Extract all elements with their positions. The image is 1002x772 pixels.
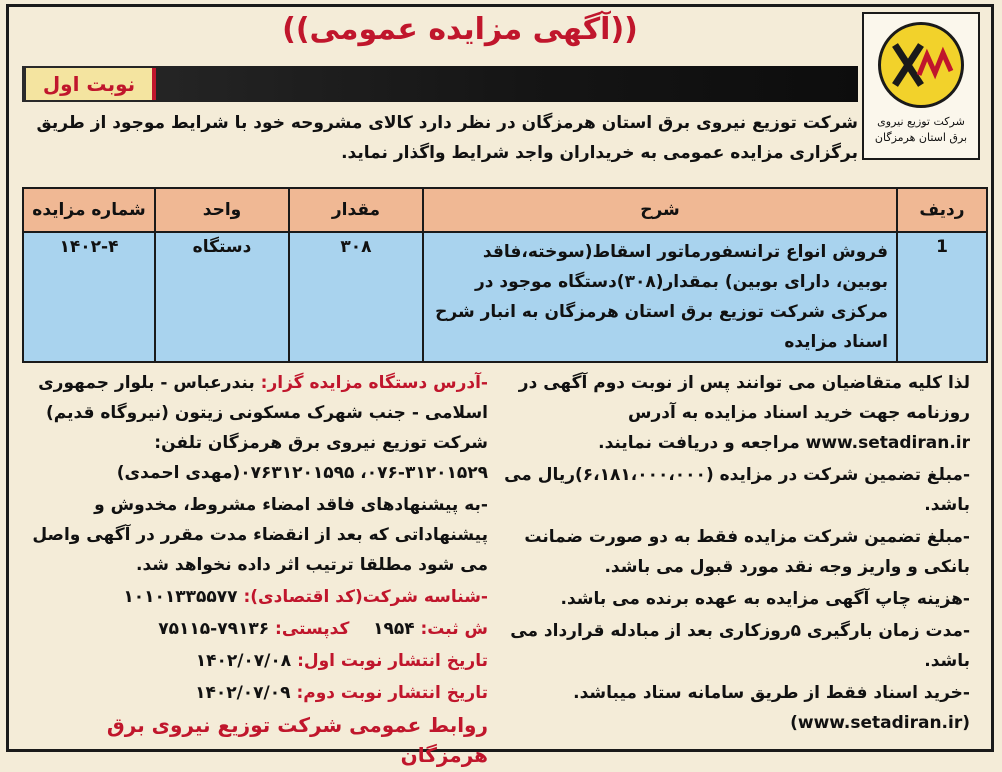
first-publication-date: ۱۴۰۲/۰۷/۰۸ bbox=[195, 651, 292, 671]
economic-code-value: ۱۰۱۰۱۳۳۵۵۷۷ bbox=[123, 587, 238, 607]
header-quantity: مقدار bbox=[289, 188, 423, 232]
address-block bbox=[22, 368, 488, 488]
postal-code-value: ۷۹۱۳۶-۷۵۱۱۵ bbox=[158, 619, 270, 639]
logo-caption-line2: برق استان هرمزگان bbox=[874, 131, 968, 144]
lots-table bbox=[22, 187, 988, 363]
company-logo bbox=[862, 12, 980, 160]
registration-value: ۱۹۵۴ bbox=[373, 619, 415, 639]
header-auction-number: شماره مزایده bbox=[23, 188, 155, 232]
intro-text: شرکت توزیع نیروی برق استان هرمزگان در نظر دارد کالای مشروحه خود با شرایط موجود از طریق برگزاری مزایده عمومی به خریداران واجد شرایط واگذار نماید. bbox=[36, 113, 858, 163]
logo-emblem bbox=[878, 22, 964, 108]
second-publication-label: تاریخ انتشار نوبت دوم: bbox=[296, 683, 488, 703]
condition-item: -مبلغ تضمین شرکت مزایده فقط به دو صورت ضمانت بانکی و واریز وجه نقد مورد قبول می باشد. bbox=[524, 527, 970, 577]
page-title: ((آگهی مزایده عمومی)) bbox=[282, 12, 638, 47]
cell-unit: دستگاه bbox=[155, 232, 289, 362]
condition-item: -مبلغ تضمین شرکت در مزایده (۶،۱۸۱،۰۰۰،۰۰۰)ریال می باشد. bbox=[504, 465, 970, 515]
cell-quantity: ۳۰۸ bbox=[289, 232, 423, 362]
address-label: -آدرس دستگاه مزایده گزار: bbox=[260, 373, 488, 393]
header-description: شرح bbox=[423, 188, 897, 232]
logo-caption-line1: شرکت توزیع نیروی bbox=[877, 115, 965, 128]
cell-description: فروش انواع ترانسفورماتور اسقاط(سوخته،فاقد بوبین، دارای بوبین) بمقدار(۳۰۸)دستگاه موجود در مرکزی شرکت توزیع برق استان هرمزگان به انبار شرح اسناد مزایده bbox=[423, 232, 897, 362]
conditions-column bbox=[498, 368, 970, 740]
contact-column bbox=[22, 368, 488, 772]
cell-auction-number: ۱۴۰۲-۴ bbox=[23, 232, 155, 362]
registration-label: ش ثبت: bbox=[420, 619, 488, 639]
table-header-row bbox=[23, 188, 987, 232]
postal-code-label: کدپستی: bbox=[275, 619, 350, 639]
second-publication-line bbox=[22, 678, 488, 708]
table-row bbox=[23, 232, 987, 362]
header-unit: واحد bbox=[155, 188, 289, 232]
cell-row-number: 1 bbox=[897, 232, 987, 362]
header-row-number: ردیف bbox=[897, 188, 987, 232]
first-publication-label: تاریخ انتشار نوبت اول: bbox=[297, 651, 488, 671]
lightning-icon bbox=[881, 25, 961, 105]
first-publication-line bbox=[22, 646, 488, 676]
condition-item: -مدت زمان بارگیری ۵روزکاری بعد از مبادله قرارداد می باشد. bbox=[510, 621, 970, 671]
condition-item: لذا کلیه متقاضیان می توانند پس از نوبت دوم آگهی در روزنامه جهت خرید اسناد مزایده به آدرس www.setadiran.ir مراجعه و دریافت نمایند. bbox=[518, 373, 970, 453]
condition-item: -هزینه چاپ آگهی مزایده به عهده برنده می باشد. bbox=[560, 589, 970, 609]
condition-item: -خرید اسناد فقط از طریق سامانه ستاد میباشد.(www.setadiran.ir) bbox=[573, 683, 970, 733]
proposal-note: -به پیشنهادهای فاقد امضاء مشروط، مخدوش و پیشنهاداتی که بعد از انقضاء مدت مقرر در آگهی واصل می شود مطلقا ترتیب اثر داده نخواهد شد. bbox=[32, 495, 488, 575]
public-relations-footer: روابط عمومی شرکت توزیع نیروی برق هرمزگان bbox=[106, 713, 488, 767]
address-text: بندرعباس - بلوار جمهوری اسلامی - جنب شهرک مسکونی زیتون (نیروگاه قدیم) شرکت توزیع نیروی برق هرمزگان تلفن: ۳۱۲۰۱۵۲۹-۰۷۶، ۰۷۶۳۱۲۰۱۵۹۵(مهدی احمدی) bbox=[38, 373, 488, 483]
round-label: نوبت اول bbox=[26, 68, 156, 100]
second-publication-date: ۱۴۰۲/۰۷/۰۹ bbox=[195, 683, 291, 703]
registration-line bbox=[22, 614, 488, 644]
economic-code-label: -شناسه شرکت(کد اقتصادی): bbox=[243, 587, 488, 607]
economic-code-line bbox=[22, 582, 488, 612]
